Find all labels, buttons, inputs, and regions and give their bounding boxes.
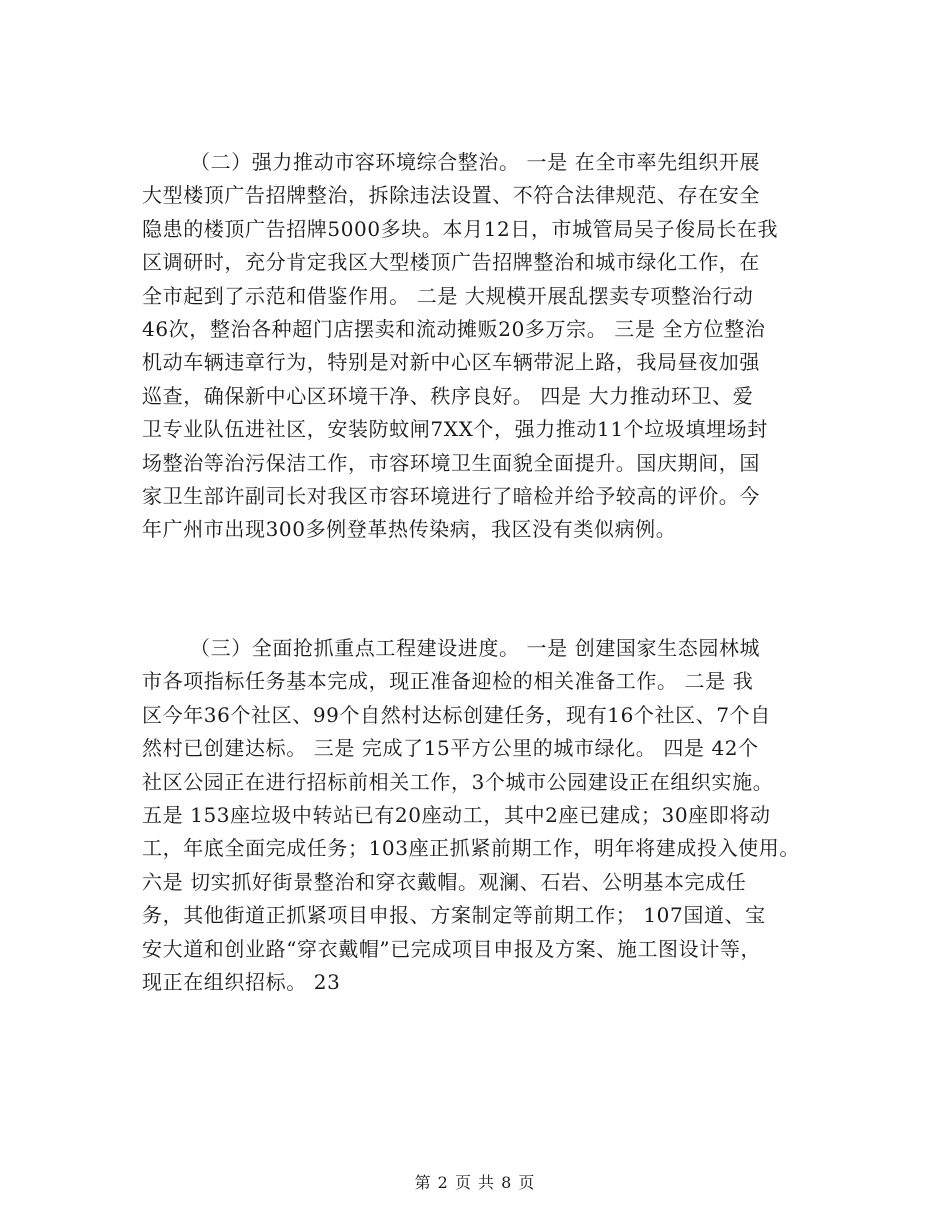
text-line: 工，年底全面完成任务；103座正抓紧前期工作，明年将建成投入使用。	[142, 836, 800, 861]
text-line: 安大道和创业路“穿衣戴帽”已完成项目申报及方案、施工图设计等，	[142, 936, 762, 961]
paragraph-city-environment	[142, 146, 832, 547]
text-line: 六是 切实抓好街景整治和穿衣戴帽。观澜、石岩、公明基本完成任	[142, 869, 747, 894]
paragraph-key-projects	[142, 632, 832, 999]
text-line: 46次，整治各种超门店摆卖和流动摊贩20多万宗。 三是 全方位整治	[142, 316, 766, 341]
text-line: 年广州市出现300多例登革热传染病，我区没有类似病例。	[142, 517, 677, 542]
text-line: 卫专业队伍进社区，安装防蚊闸7XX个，强力推动11个垃圾填埋场封	[142, 417, 768, 442]
text-line: 五是 153座垃圾中转站已有20座动工，其中2座已建成；30座即将动	[142, 802, 771, 827]
text-line: 市各项指标任务基本完成，现正准备迎检的相关准备工作。 二是 我	[142, 669, 754, 694]
text-line: 区调研时，充分肯定我区大型楼顶广告招牌整治和城市绿化工作，在	[142, 250, 760, 275]
text-line: 家卫生部许副司长对我区市容环境进行了暗检并给予较高的评价。今	[142, 483, 760, 508]
text-line: （三）全面抢抓重点工程建设进度。 一是 创建国家生态园林城	[190, 636, 761, 660]
text-line: 全市起到了示范和借鉴作用。 二是 大规模开展乱摆卖专项整治行动	[142, 283, 754, 308]
text-line: 场整治等治污保洁工作，市容环境卫生面貌全面提升。国庆期间，国	[142, 450, 760, 475]
text-line: 大型楼顶广告招牌整治，拆除违法设置、不符合法律规范、存在安全	[142, 183, 760, 208]
text-line: 然村已创建达标。 三是 完成了15平方公里的城市绿化。 四是 42个	[142, 736, 759, 761]
text-line: 巡查，确保新中心区环境干净、秩序良好。 四是 大力推动环卫、爱	[142, 383, 754, 408]
text-line: 社区公园正在进行招标前相关工作，3个城市公园建设正在组织实施。	[142, 769, 774, 794]
text-line: 机动车辆违章行为，特别是对新中心区车辆带泥上路，我局昼夜加强	[142, 350, 760, 375]
text-line: 现正在组织招标。 23	[142, 969, 341, 994]
page-number-footer: 第 2 页 共 8 页	[414, 1173, 536, 1192]
text-line: 隐患的楼顶广告招牌5000多块。本月12日，市城管局吴子俊局长在我	[142, 216, 779, 241]
text-line: （二）强力推动市容环境综合整治。 一是 在全市率先组织开展	[190, 150, 761, 174]
text-line: 区今年36个社区、99个自然村达标创建任务，现有16个社区、7个自	[142, 702, 771, 727]
text-line: 务，其他街道正抓紧项目申报、方案制定等前期工作； 107国道、宝	[142, 903, 766, 928]
